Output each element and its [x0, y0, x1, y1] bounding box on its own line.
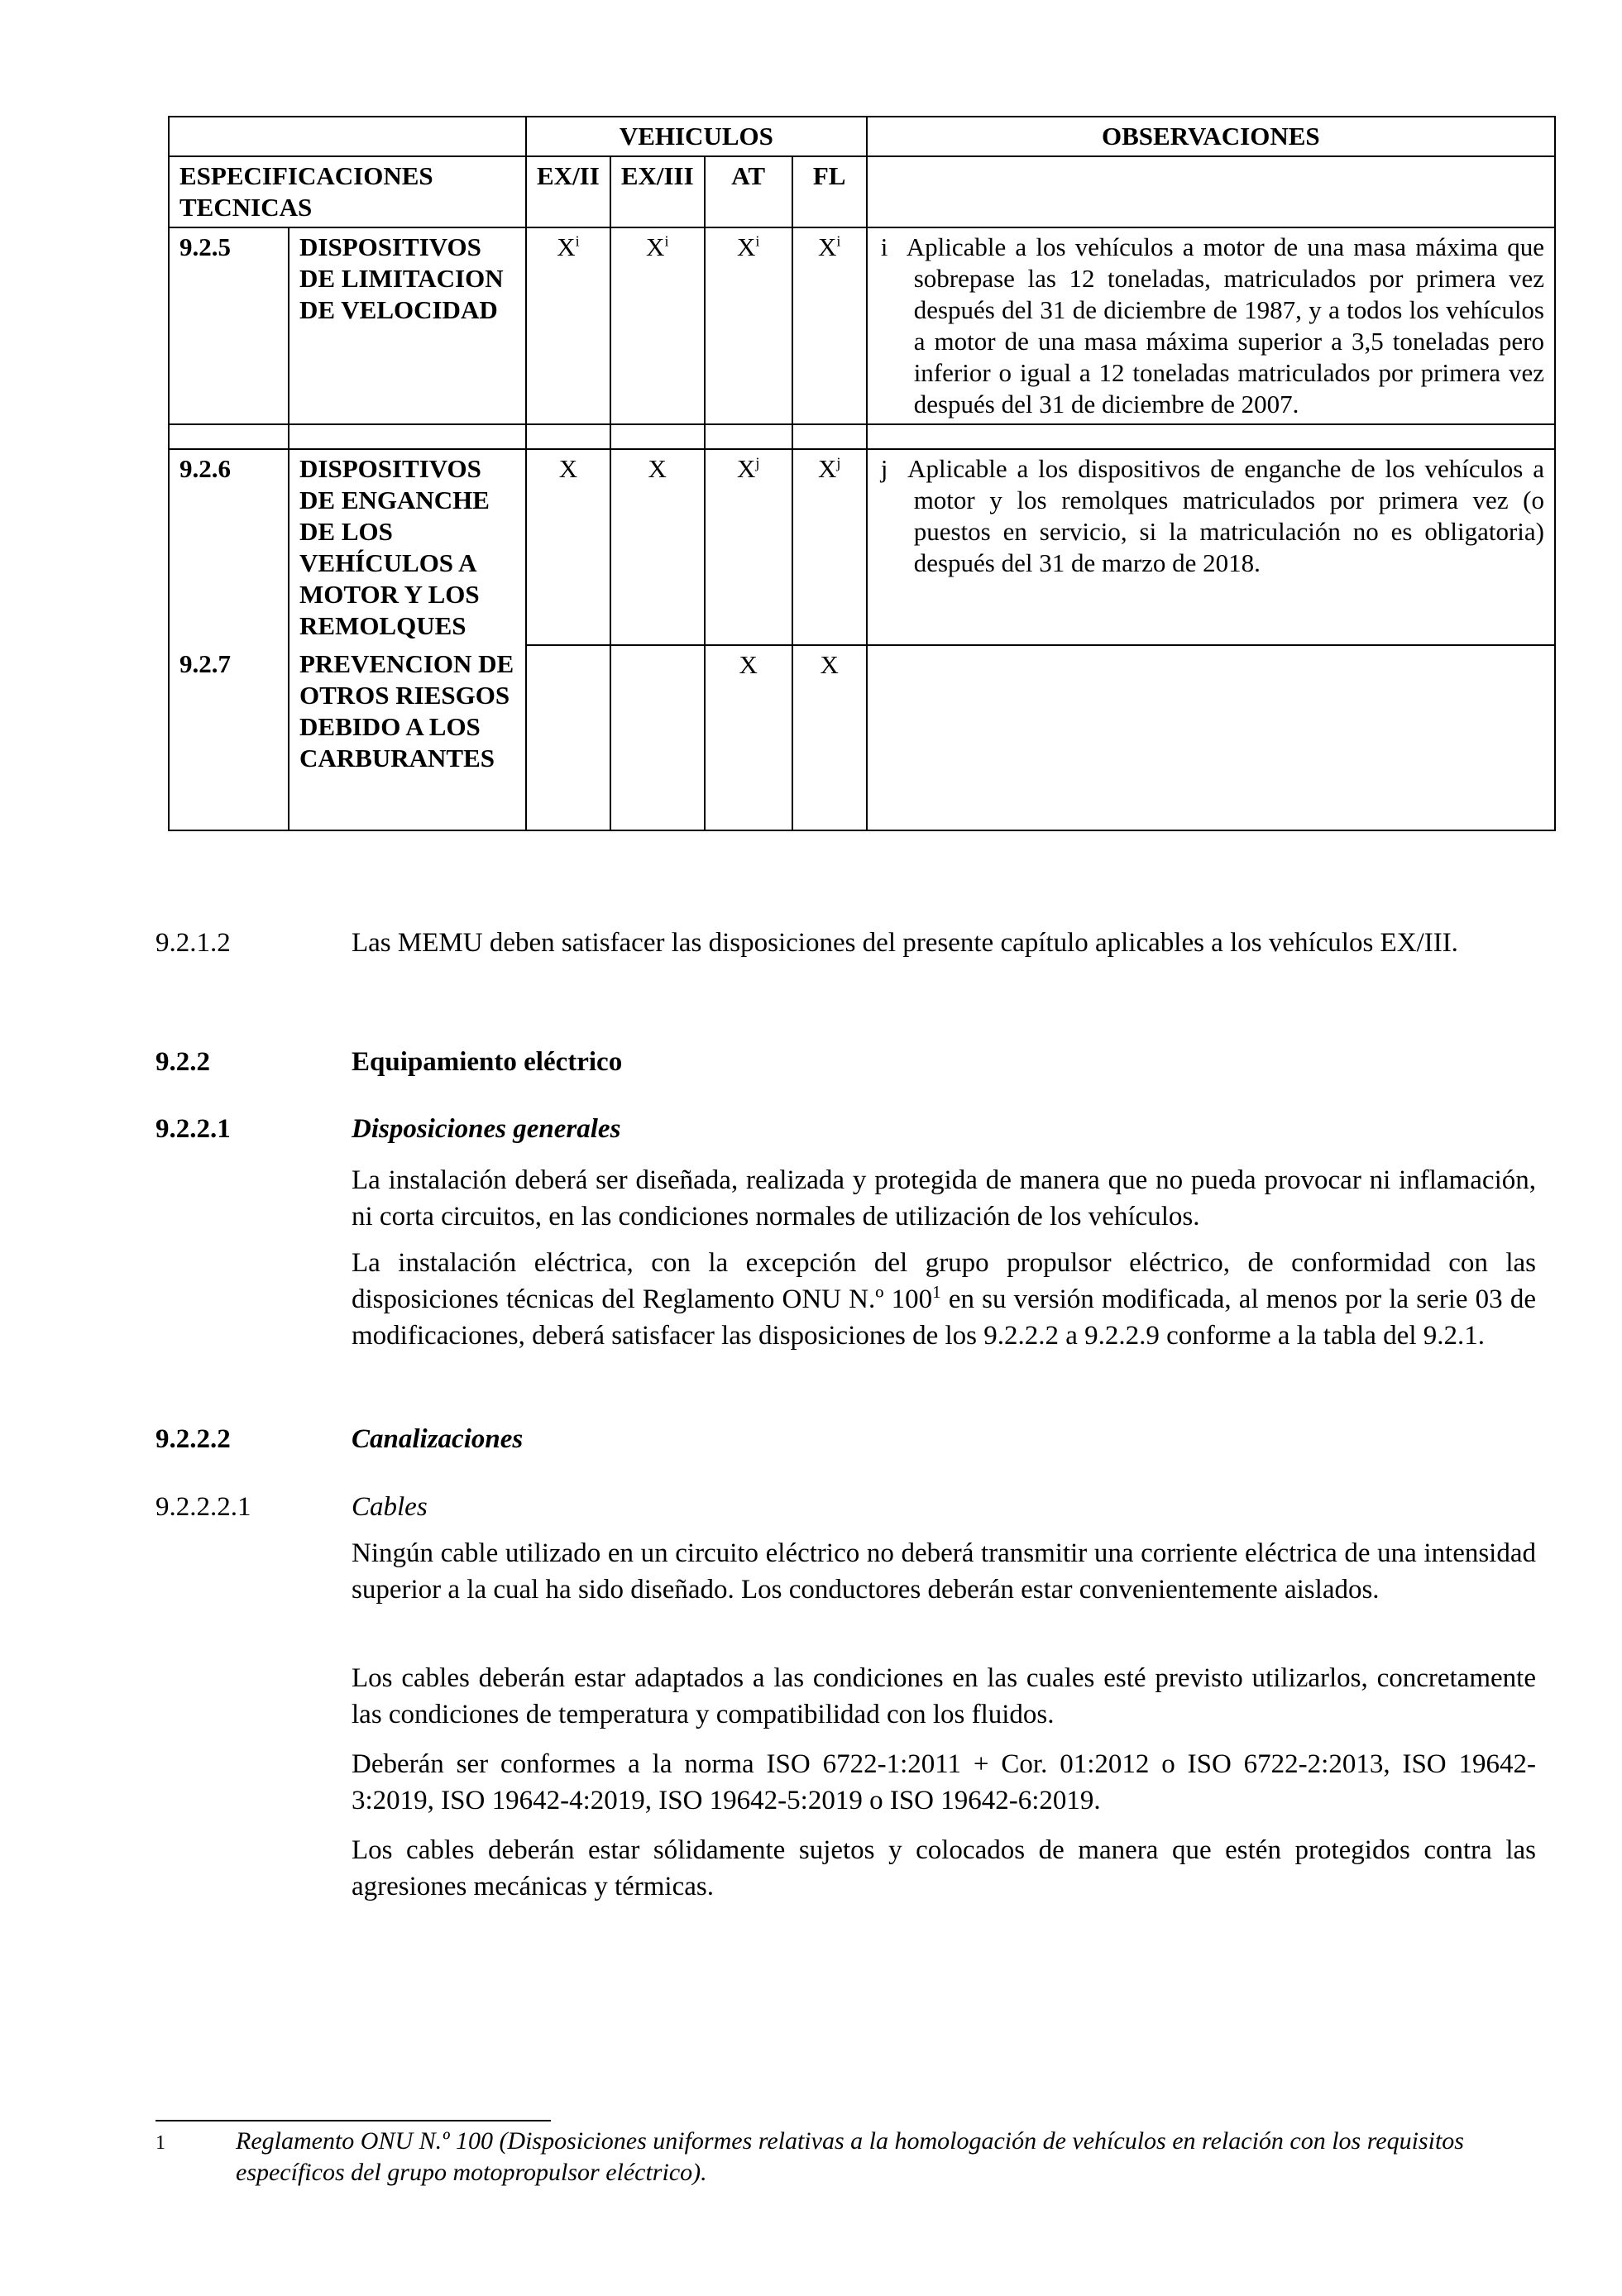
col-header: EX/III — [610, 156, 705, 227]
section-paragraph: Los cables deberán estar sólidamente sujetos y colocados de manera que estén protegidos contra las agresiones mecánicas y térmicas. — [352, 1835, 1536, 1901]
mark-cell: $X^i$ — [705, 227, 792, 424]
mark-cell: X — [610, 449, 705, 645]
mark-cell: $X^i$ — [610, 227, 705, 424]
row-title: PREVENCION DE OTROS RIESGOS DEBIDO A LOS CARBURANTES — [289, 645, 526, 830]
section-title: Disposiciones generales — [352, 1114, 621, 1144]
section-paragraph: La instalación deberá ser diseñada, realizada y protegida de manera que no pueda provocar ni inflamación, ni corta circuitos, en las condiciones normales de utilización de los vehículos. — [352, 1165, 1536, 1232]
observation-cell — [867, 645, 1555, 830]
table-row — [169, 227, 1555, 424]
observation-cell: i Aplicable a los vehículos a motor de una masa máxima que sobrepase las 12 toneladas, matriculados por primera vez después del 31 de diciembre de 1987, y a todos los vehículos a motor de una masa máxima superior a 3,5 toneladas pero inferior o igual a 12 toneladas matriculados por primera vez después del 31 de diciembre de 2007. — [867, 227, 1555, 424]
footnote-text: Reglamento ONU N.º 100 (Disposiciones uniformes relativas a la homologación de vehículos en relación con los requisitos específicos del grupo motopropulsor eléctrico). — [236, 2127, 1464, 2186]
observation-cell: j Aplicable a los dispositivos de enganche de los vehículos a motor y los remolques matriculados por primera vez (o puestos en servicio, si la matriculación no es obligatoria) después del 31 de marzo de 2018. — [867, 449, 1555, 645]
row-number: 9.2.6 — [169, 449, 289, 645]
col-header: EX/II — [526, 156, 610, 227]
section-paragraph: Ningún cable utilizado en un circuito eléctrico no deberá transmitir una corriente eléctrica de una intensidad superior a la cual ha sido diseñado. Los conductores deberán estar convenientemente aislados. — [352, 1538, 1536, 1605]
section-paragraph: Deberán ser conformes a la norma ISO 6722-1:2011 + Cor. 01:2012 o ISO 6722-2:2013, ISO 19642-3:2019, ISO 19642-4:2019, ISO 19642-5:2019 o ISO 19642-6:2019. — [352, 1749, 1536, 1815]
footnote-separator — [156, 2120, 551, 2121]
specifications-table — [168, 116, 1556, 831]
empty-cell — [867, 156, 1555, 227]
mark-cell: X — [526, 449, 610, 645]
section-paragraph: Las MEMU deben satisfacer las disposiciones del presente capítulo aplicables a los vehículos EX/III. — [352, 928, 1458, 958]
mark-cell: X — [792, 645, 867, 830]
section-title: Equipamiento eléctrico — [352, 1047, 623, 1077]
row-number: 9.2.7 — [169, 645, 289, 830]
mark-cell — [526, 645, 610, 830]
observaciones-header: OBSERVACIONES — [867, 117, 1555, 156]
row-number: 9.2.5 — [169, 227, 289, 424]
vehiculos-header: VEHICULOS — [526, 117, 867, 156]
section-paragraph: Los cables deberán estar adaptados a las condiciones en las cuales esté previsto utilizarlos, concretamente las condiciones de temperatura y compatibilidad con los fluidos. — [352, 1663, 1536, 1729]
especificaciones-header: ESPECIFICACIONES TECNICAS — [169, 156, 526, 227]
mark-cell: $X^j$ — [705, 449, 792, 645]
col-header: FL — [792, 156, 867, 227]
section-paragraph: La instalación eléctrica, con la excepción del grupo propulsor eléctrico, de conformidad con las disposiciones técnicas del Reglamento ONU N.º $100^1$ en su versión modificada, al menos por la serie 03 de modificaciones, deberá satisfacer las disposiciones de los 9.2.2.2 a 9.2.2.9 conforme a la tabla del 9.2.1. — [352, 1248, 1536, 1351]
section-number: 9.2.2.2.1 — [156, 1492, 251, 1522]
empty-header-cell — [169, 117, 526, 156]
footnote-number: 1 — [156, 2132, 165, 2154]
mark-cell: $X^j$ — [792, 449, 867, 645]
table-subheader-row — [169, 156, 1555, 227]
section-title: Canalizaciones — [352, 1424, 524, 1454]
section-number: 9.2.2.1 — [156, 1114, 231, 1144]
row-title: DISPOSITIVOS DE ENGANCHE DE LOS VEHÍCULOS A MOTOR Y LOS REMOLQUES — [289, 449, 526, 645]
mark-cell — [610, 645, 705, 830]
row-title: DISPOSITIVOS DE LIMITACION DE VELOCIDAD — [289, 227, 526, 424]
mark-cell: $X^i$ — [526, 227, 610, 424]
section-number: 9.2.2.2 — [156, 1424, 231, 1454]
table-row — [169, 449, 1555, 645]
table-header-row — [169, 117, 1555, 156]
section-number: 9.2.1.2 — [156, 928, 231, 958]
mark-cell: X — [705, 645, 792, 830]
col-header: AT — [705, 156, 792, 227]
mark-cell: $X^i$ — [792, 227, 867, 424]
table-row — [169, 645, 1555, 830]
spacer-row — [169, 424, 1555, 449]
section-number: 9.2.2 — [156, 1047, 210, 1077]
section-title: Cables — [352, 1492, 428, 1522]
